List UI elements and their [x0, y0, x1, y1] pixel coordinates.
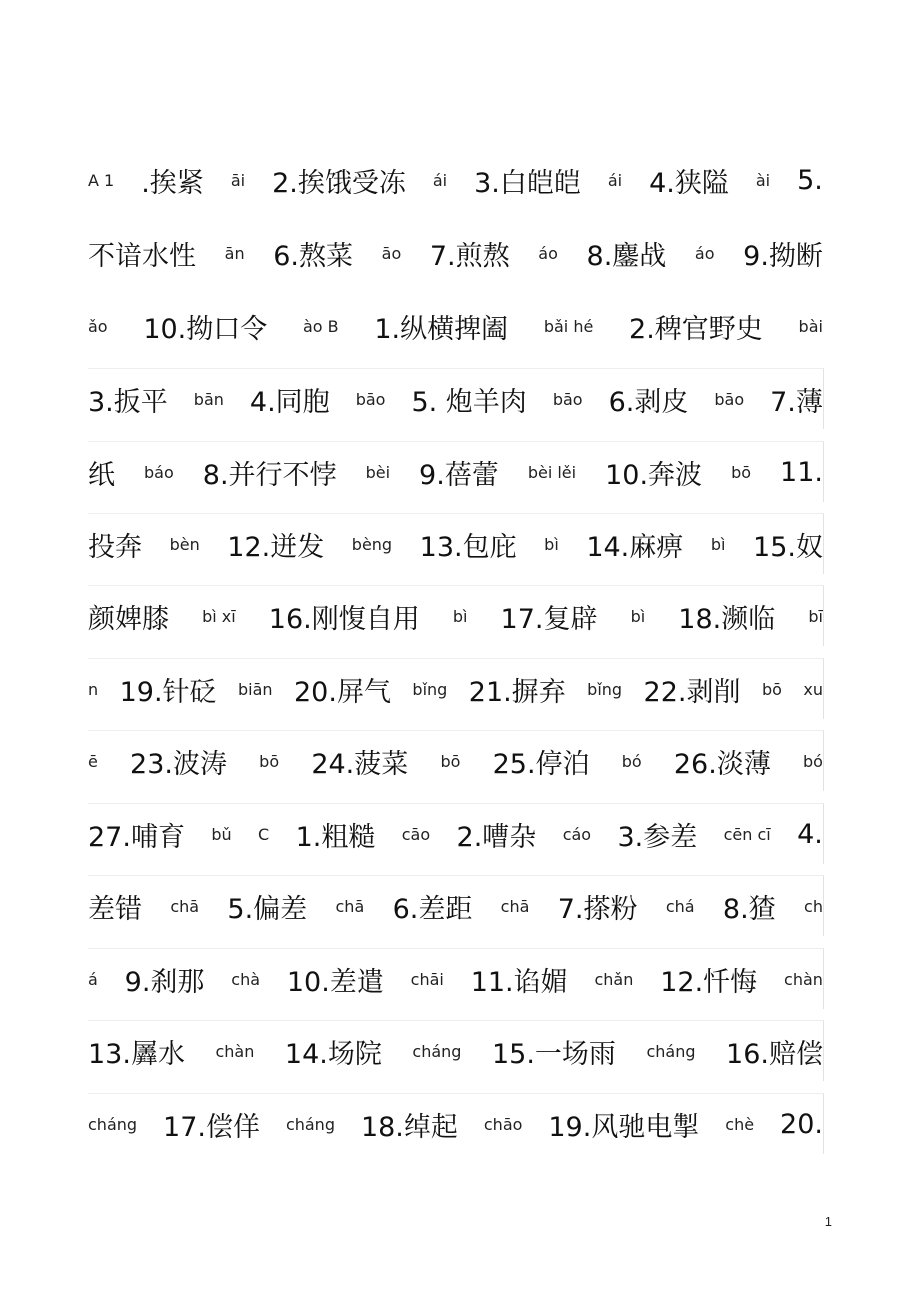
pinyin-annotation: ái — [607, 170, 623, 190]
pinyin-annotation: chā — [170, 896, 200, 916]
pinyin-annotation: chā — [500, 896, 530, 916]
pinyin-annotation: bǔ — [211, 824, 232, 844]
text-line — [88, 948, 824, 1009]
vocabulary-entry: 2.嘈杂 — [456, 821, 537, 853]
vocabulary-entry: 15.一场雨 — [491, 1038, 616, 1070]
vocabulary-entry: 16.赔偿 — [726, 1038, 823, 1070]
vocabulary-entry: 11.谄媚 — [470, 966, 568, 998]
vocabulary-entry: 投奔 — [88, 531, 142, 563]
vocabulary-entry: 12.忏悔 — [660, 966, 758, 998]
pinyin-annotation: ǎo — [88, 316, 108, 336]
pinyin-annotation: ch — [804, 896, 823, 916]
vocabulary-entry: 26.淡薄 — [673, 748, 771, 780]
vocabulary-entry: 5. — [797, 164, 823, 196]
pinyin-annotation: bō — [259, 751, 280, 771]
pinyin-annotation: cáo — [562, 824, 592, 844]
pinyin-annotation: bì xī — [202, 606, 236, 626]
pinyin-annotation: ái — [432, 170, 448, 190]
pinyin-annotation: ē — [88, 751, 98, 771]
vocabulary-entry: 20. — [780, 1108, 823, 1140]
pinyin-annotation: bǎi hé — [543, 316, 594, 336]
pinyin-annotation: bāo — [355, 389, 386, 409]
vocabulary-entry: 2.稗官野史 — [629, 313, 763, 345]
pinyin-annotation: áo — [694, 243, 715, 263]
pinyin-annotation: bī — [808, 606, 823, 626]
vocabulary-entry: 7.煎熬 — [429, 240, 510, 272]
pinyin-annotation: chàn — [784, 969, 823, 989]
vocabulary-entry: 6.剥皮 — [608, 386, 689, 418]
pinyin-annotation: bì — [544, 534, 559, 554]
text-line — [88, 803, 824, 864]
pinyin-annotation: n — [88, 679, 99, 699]
vocabulary-entry: 9.蓓蕾 — [419, 459, 499, 491]
pinyin-annotation: bǐng — [412, 679, 448, 699]
text-line — [88, 585, 824, 646]
vocabulary-entry: 14.场院 — [284, 1038, 382, 1070]
vocabulary-entry: 6.差距 — [392, 893, 473, 925]
vocabulary-entry: 9.刹那 — [124, 966, 205, 998]
text-line — [88, 658, 824, 719]
vocabulary-entry: 18.绰起 — [360, 1111, 458, 1143]
pinyin-annotation: A 1 — [88, 170, 115, 190]
vocabulary-entry: 19.针砭 — [119, 676, 217, 708]
vocabulary-entry: 1.粗糙 — [295, 821, 376, 853]
pinyin-annotation: bèi lěi — [527, 462, 577, 482]
text-line — [88, 223, 823, 283]
vocabulary-entry: 7.搽粉 — [557, 893, 638, 925]
text-line — [88, 296, 823, 356]
pinyin-annotation: chè — [725, 1114, 755, 1134]
vocabulary-entry: 27.哺育 — [88, 821, 185, 853]
pinyin-annotation: chà — [231, 969, 261, 989]
pinyin-annotation: á — [88, 969, 98, 989]
pinyin-annotation: bèng — [351, 534, 393, 554]
vocabulary-entry: 2.挨饿受冻 — [272, 167, 406, 199]
pinyin-annotation: bèn — [169, 534, 200, 554]
pinyin-annotation: biān — [238, 679, 273, 699]
pinyin-annotation: chǎn — [594, 969, 634, 989]
vocabulary-entry: 18.濒临 — [678, 603, 776, 635]
pinyin-annotation: cháng — [285, 1114, 335, 1134]
vocabulary-entry: 3.白皑皑 — [474, 167, 581, 199]
pinyin-annotation: bǐng — [587, 679, 623, 699]
text-line — [88, 513, 824, 574]
pinyin-annotation: C — [258, 824, 270, 844]
vocabulary-entry: 9.拗断 — [743, 240, 823, 272]
vocabulary-entry: 10.拗口令 — [143, 313, 268, 345]
vocabulary-entry: 不谙水性 — [88, 240, 196, 272]
pinyin-annotation: chàn — [215, 1041, 255, 1061]
pinyin-annotation: ào B — [302, 316, 339, 336]
pinyin-annotation: bì — [452, 606, 468, 626]
pinyin-annotation: bō — [731, 462, 752, 482]
pinyin-annotation: xu — [803, 679, 823, 699]
vocabulary-entry: 25.停泊 — [492, 748, 590, 780]
text-line — [88, 368, 824, 429]
text-line — [88, 875, 824, 936]
text-line — [88, 730, 824, 791]
pinyin-annotation: āi — [230, 170, 246, 190]
vocabulary-entry: 19.风驰电掣 — [548, 1111, 700, 1143]
pinyin-annotation: cēn cī — [723, 824, 771, 844]
pinyin-annotation: cháng — [412, 1041, 462, 1061]
vocabulary-entry: 颜婢膝 — [88, 603, 169, 635]
vocabulary-entry: 14.麻痹 — [586, 531, 684, 563]
text-line — [88, 1020, 824, 1081]
vocabulary-entry: 6.熬菜 — [273, 240, 353, 272]
pinyin-annotation: bō — [440, 751, 461, 771]
pinyin-annotation: bèi — [365, 462, 391, 482]
text-line — [88, 150, 823, 210]
vocabulary-entry: 3.参差 — [617, 821, 698, 853]
vocabulary-entry: 24.菠菜 — [311, 748, 409, 780]
pinyin-annotation: cháng — [88, 1114, 138, 1134]
vocabulary-entry: 15.奴 — [753, 531, 823, 563]
pinyin-annotation: ài — [755, 170, 771, 190]
vocabulary-entry: 23.波涛 — [130, 748, 227, 780]
vocabulary-entry: 11. — [780, 456, 823, 488]
vocabulary-entry: 10.差遣 — [286, 966, 384, 998]
pinyin-annotation: cāo — [401, 824, 431, 844]
pinyin-annotation: áo — [538, 243, 558, 263]
vocabulary-entry: 4.狭隘 — [649, 167, 729, 199]
vocabulary-entry: 1.纵横捭阖 — [374, 313, 509, 345]
vocabulary-entry: .挨紧 — [141, 167, 204, 199]
pinyin-annotation: chāi — [410, 969, 444, 989]
pinyin-annotation: bān — [193, 389, 224, 409]
vocabulary-entry: 3.扳平 — [88, 386, 168, 418]
vocabulary-entry: 差错 — [88, 893, 142, 925]
pinyin-annotation: chāo — [483, 1114, 523, 1134]
pinyin-annotation: bāo — [714, 389, 745, 409]
pinyin-annotation: bó — [803, 751, 823, 771]
text-line — [88, 1093, 824, 1154]
vocabulary-entry: 4. — [797, 818, 823, 850]
pinyin-annotation: báo — [144, 462, 174, 482]
vocabulary-entry: 7.薄 — [770, 386, 823, 418]
vocabulary-entry: 21.摒弃 — [468, 676, 566, 708]
vocabulary-entry: 22.剥削 — [643, 676, 741, 708]
vocabulary-entry: 纸 — [88, 459, 115, 491]
vocabulary-entry: 5. 炮羊肉 — [411, 386, 527, 418]
page-number: 1 — [824, 1214, 832, 1229]
pinyin-annotation: bó — [621, 751, 642, 771]
vocabulary-entry: 12.迸发 — [227, 531, 325, 563]
vocabulary-entry: 5.偏差 — [227, 893, 308, 925]
pinyin-annotation: ān — [224, 243, 245, 263]
pinyin-annotation: bāo — [552, 389, 583, 409]
pinyin-annotation: chá — [665, 896, 695, 916]
pinyin-annotation: bì — [630, 606, 646, 626]
pinyin-annotation: bì — [710, 534, 726, 554]
vocabulary-entry: 17.偿佯 — [163, 1111, 260, 1143]
vocabulary-entry: 16.刚愎自用 — [268, 603, 420, 635]
pinyin-annotation: āo — [381, 243, 402, 263]
vocabulary-entry: 8.并行不悖 — [202, 459, 337, 491]
vocabulary-entry: 13.羼水 — [88, 1038, 185, 1070]
pinyin-annotation: bài — [798, 316, 823, 336]
pinyin-annotation: cháng — [646, 1041, 696, 1061]
vocabulary-entry: 8.猹 — [722, 893, 776, 925]
pinyin-annotation: bō — [761, 679, 782, 699]
pinyin-annotation: chā — [335, 896, 365, 916]
vocabulary-entry: 17.复辟 — [500, 603, 598, 635]
vocabulary-entry: 4.同胞 — [249, 386, 330, 418]
text-line — [88, 441, 824, 502]
vocabulary-entry: 10.奔波 — [605, 459, 703, 491]
vocabulary-entry: 8.鏖战 — [586, 240, 667, 272]
vocabulary-entry: 20.屏气 — [294, 676, 391, 708]
vocabulary-entry: 13.包庇 — [419, 531, 517, 563]
